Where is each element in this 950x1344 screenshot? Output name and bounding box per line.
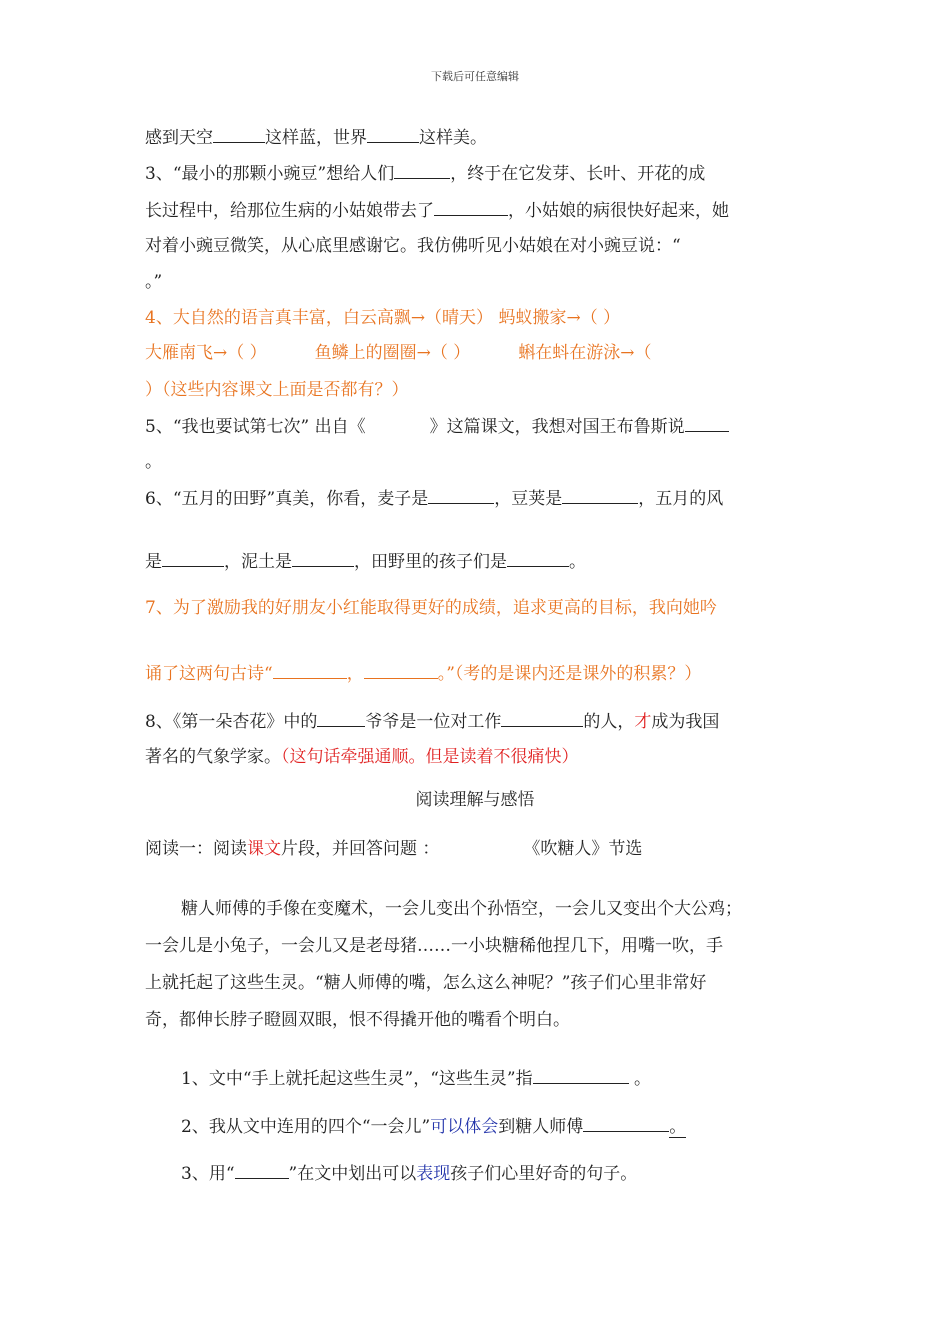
blank[interactable] <box>562 489 638 504</box>
blank[interactable] <box>533 1069 629 1084</box>
blank[interactable] <box>162 552 224 567</box>
reading-question-3: 3、用“ ”在文中划出可以表现孩子们心里好奇的句子。 <box>181 1164 638 1184</box>
question-7-line-1: 7、为了激励我的好朋友小红能取得更好的成绩，追求更高的目标，我向她吟 <box>145 598 717 618</box>
blank[interactable] <box>685 417 729 432</box>
question-8-line-2: 著名的气象学家。（这句话牵强通顺。但是读着不很痛快） <box>145 747 579 767</box>
passage-line-4: 奇，都伸长脖子瞪圆双眼，恨不得撬开他的嘴看个明白。 <box>145 1010 570 1030</box>
blank[interactable] <box>213 128 265 143</box>
blank[interactable] <box>434 201 508 216</box>
question-4-line-1: 4、大自然的语言真丰富，白云高飘→（晴天） 蚂蚁搬家→（ ） <box>145 308 621 328</box>
blank[interactable] <box>235 1164 289 1179</box>
question-8-line-1: 8、《第一朵杏花》中的 爷爷是一位对工作 的人，才成为我国 <box>145 712 720 732</box>
reading-question-1: 1、文中“手上就托起这些生灵”，“这些生灵”指 。 <box>181 1069 651 1089</box>
blank[interactable] <box>428 489 494 504</box>
blank[interactable] <box>501 712 583 727</box>
question-4-line-3: ）（这些内容课文上面是否都有？） <box>145 380 409 400</box>
blank[interactable] <box>367 128 419 143</box>
reading-question-2: 2、我从文中连用的四个“一会儿”可以体会到糖人师傅 。 <box>181 1117 687 1137</box>
question-2-tail: 感到天空 这样蓝，世界 这样美。 <box>145 128 487 148</box>
question-3-line-4: 。” <box>145 272 163 292</box>
page-header: 下载后可任意编辑 <box>431 70 519 83</box>
blank[interactable] <box>364 664 438 679</box>
question-5-end: 。 <box>145 452 162 472</box>
blank[interactable] <box>394 164 450 179</box>
section-title: 阅读理解与感悟 <box>415 790 535 810</box>
passage-line-2: 一会儿是小兔子，一会儿又是老母猪……一小块糖稀他捏几下，用嘴一吹，手 <box>145 936 723 956</box>
question-3-line-3: 对着小豌豆微笑，从心底里感谢它。我仿佛听见小姑娘在对小豌豆说：“ <box>145 236 681 256</box>
reading-1-heading: 阅读一：阅读课文片段，并回答问题 ： 《吹糖人》节选 <box>145 839 643 859</box>
question-7-line-2: 诵了这两句古诗“ ， 。”（考的是课内还是课外的积累？） <box>145 664 702 684</box>
passage-line-3: 上就托起了这些生灵。“糖人师傅的嘴，怎么这么神呢？”孩子们心里非常好 <box>145 973 707 993</box>
passage-line-1: 糖人师傅的手像在变魔术，一会儿变出个孙悟空，一会儿又变出个大公鸡； <box>181 899 742 919</box>
question-4-line-2: 大雁南飞→（ ） 鱼鳞上的圈圈→（ ） 蝌在蚪在游泳→（ <box>145 343 652 363</box>
blank[interactable] <box>583 1117 669 1132</box>
question-3-line-1: 3、“最小的那颗小豌豆”想给人们 ，终于在它发芽、长叶、开花的成 <box>145 164 706 184</box>
question-3-line-2: 长过程中，给那位生病的小姑娘带去了 ，小姑娘的病很快好起来，她 <box>145 201 729 221</box>
blank[interactable] <box>317 712 365 727</box>
question-6-line-1: 6、“五月的田野”真美，你看，麦子是 ，豆荚是 ，五月的风 <box>145 489 724 509</box>
question-6-line-2: 是 ，泥土是 ，田野里的孩子们是 。 <box>145 552 586 572</box>
blank[interactable] <box>292 552 354 567</box>
blank[interactable] <box>507 552 569 567</box>
question-5: 5、“我也要试第七次” 出自《 》这篇课文，我想对国王布鲁斯说 <box>145 417 729 436</box>
blank[interactable] <box>273 664 347 679</box>
